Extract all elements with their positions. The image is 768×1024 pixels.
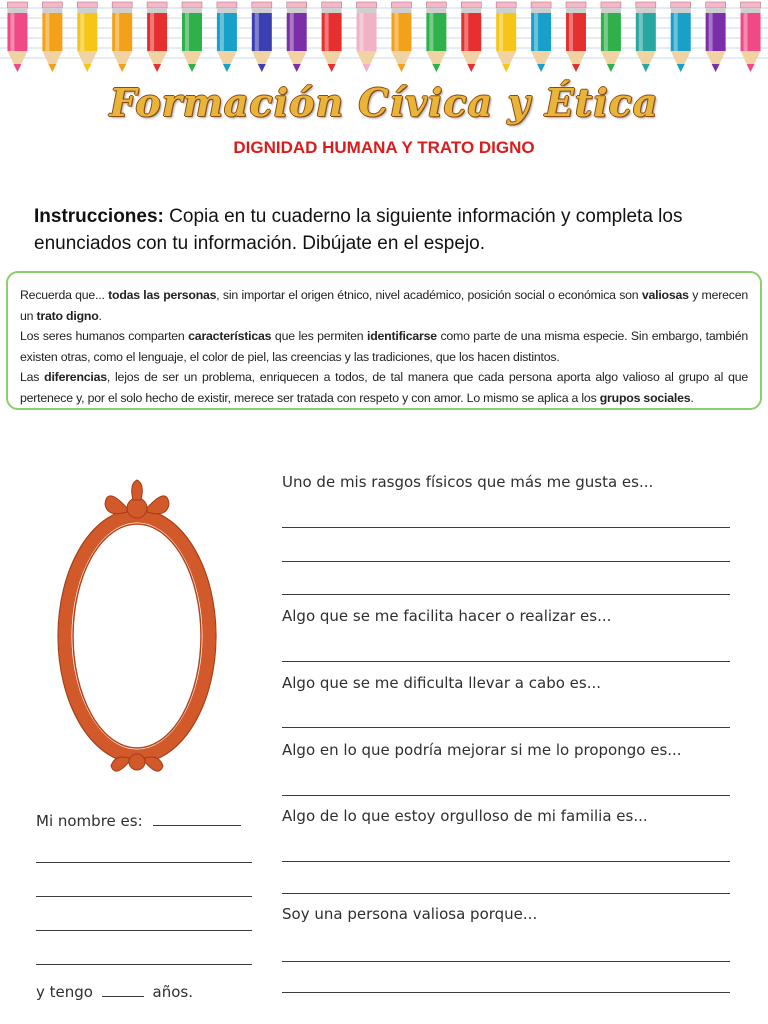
reminder-paragraph-1 [20,285,748,326]
reminder-p1-run-3: valiosas [641,288,689,302]
prompt-5: Algo de lo que estoy orgulloso de mi familia es... [282,807,648,825]
answer-line-6-1[interactable] [282,961,730,962]
pencil-0 [7,2,27,72]
prompt-6: Soy una persona valiosa porque... [282,905,538,923]
pencil-12 [426,2,446,72]
mirror-bow-top [105,480,169,518]
reminder-p1-run-2: , sin importar el origen étnico, nivel académico, posición social o económica son [216,288,642,302]
pencil-4 [147,2,167,72]
age-suffix: años. [152,983,193,1001]
pencil-9 [322,2,342,72]
reminder-p3-run-2: , lejos de ser un problema, enriquecen a todos, de tal manera que cada persona aporta algo valioso al grupo al que pertenece y, por el solo hecho de existir, merece ser tratada con respeto y con amor. Lo mismo se aplica a los [20,370,748,405]
pencil-2 [77,2,97,72]
pencil-17 [601,2,621,72]
pencil-16 [566,2,586,72]
pencil-border [0,0,768,80]
name-line-2[interactable] [36,896,252,897]
prompt-3: Algo que se me dificulta llevar a cabo es... [282,674,602,692]
name-label-row [36,812,241,830]
pencil-6 [217,2,237,72]
prompt-4: Algo en lo que podría mejorar si me lo propongo es... [282,741,682,759]
answer-line-4-1[interactable] [282,795,730,796]
answer-line-2-1[interactable] [282,661,730,662]
reminder-p2-run-3: identificarse [367,329,437,343]
reminder-p2-run-2: que les permiten [271,329,367,343]
age-blank[interactable] [102,995,144,997]
reminder-p3-run-3: grupos sociales [599,390,691,405]
instructions [34,203,746,257]
name-line-1[interactable] [36,862,252,863]
pencil-10 [357,2,377,72]
pencil-21 [741,2,761,72]
reminder-p2-run-1: características [188,329,272,343]
pencil-18 [636,2,656,72]
pencil-19 [671,2,691,72]
name-blank[interactable] [153,824,241,826]
reminder-p3-run-1: diferencias [44,370,107,384]
answer-line-5-2[interactable] [282,893,730,894]
pencil-5 [182,2,202,72]
reminder-p1-run-4: y merecen un [20,288,748,323]
answer-line-5-1[interactable] [282,861,730,862]
reminder-p3-run-4: . [690,390,694,405]
reminder-p3-run-0: Las [20,370,45,384]
pencil-1 [42,2,62,72]
reminder-paragraph-2 [20,326,748,367]
reminder-p1-run-5: trato digno [36,308,99,323]
answer-line-1-1[interactable] [282,527,730,528]
pencil-3 [112,2,132,72]
pencil-13 [461,2,481,72]
pencil-20 [706,2,726,72]
pencil-14 [496,2,516,72]
answer-line-1-3[interactable] [282,594,730,595]
prompt-1: Uno de mis rasgos físicos que más me gusta es... [282,473,654,491]
instructions-label: Instrucciones: [34,206,164,227]
pencil-8 [287,2,307,72]
age-row [36,983,193,1001]
reminder-p2-run-4: como parte de una misma especie. Sin embargo, también existen otras, como el lenguaje, el color de piel, las creencias y las tradiciones, que los hacen distintos. [20,329,748,364]
reminder-p1-run-6: . [98,308,102,323]
age-prefix: y tengo [36,983,93,1001]
pencil-11 [391,2,411,72]
page-title: Formación Cívica y Ética [109,80,659,125]
pencil-15 [531,2,551,72]
reminder-p1-run-0: Recuerda que... [20,288,109,302]
reminder-box [6,271,762,410]
name-line-4[interactable] [36,964,252,965]
reminder-paragraph-3 [20,367,748,408]
prompt-2: Algo que se me facilita hacer o realizar es... [282,607,612,625]
answer-line-1-2[interactable] [282,561,730,562]
reminder-p2-run-0: Los seres humanos comparten [20,329,189,343]
page-subtitle: DIGNIDAD HUMANA Y TRATO DIGNO [233,138,535,157]
reminder-p1-run-1: todas las personas [108,288,217,302]
answer-line-6-2[interactable] [282,992,730,993]
answer-line-3-1[interactable] [282,727,730,728]
name-label: Mi nombre es: [36,812,143,830]
name-line-3[interactable] [36,930,252,931]
mirror-frame[interactable] [45,478,270,778]
instructions-text: Copia en tu cuaderno la siguiente información y completa los enunciados con tu información. Dibújate en el espejo. [34,206,683,254]
pencil-7 [252,2,272,72]
